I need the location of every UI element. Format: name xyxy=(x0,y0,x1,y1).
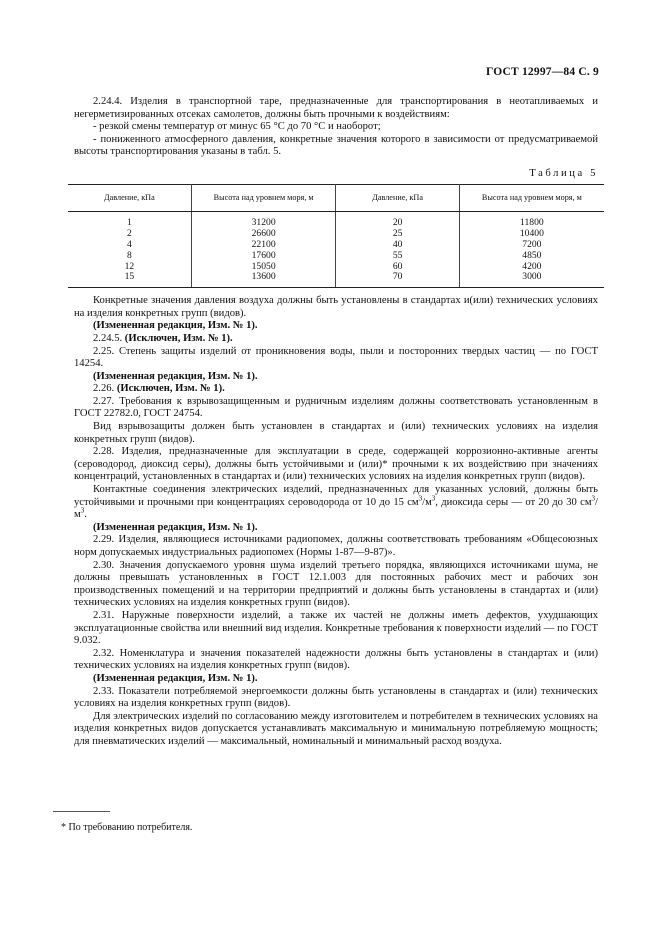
superscript: 3 xyxy=(591,494,596,503)
table-cell: 12 xyxy=(68,262,191,273)
paragraph-power-consumption: Для электрических изделий по согласованию между изготовителем и потребителем в технических условиях на изделия конкретных видов допускается устанавливать максимальную и минимальную потребляемую мощность; для пневматических изделий — максимальный, номинальный и минимальный расход воздуха. xyxy=(74,710,598,747)
paragraph-2-31: 2.31. Наружные поверхности изделий, а также их частей не должны иметь дефектов, ухудшающих эксплуатационные свойства или внешний вид изделия. Конкретные требования к поверхности изделий — по ГОСТ 9.032. xyxy=(74,609,598,647)
table-cell: 8 xyxy=(68,251,191,262)
footnote: * По требованию потребителя. xyxy=(61,822,193,833)
table-cell: 10400 xyxy=(519,228,544,240)
superscript: 3 xyxy=(80,506,85,515)
table-cell: 55 xyxy=(336,251,459,262)
paragraph-2-33: 2.33. Показатели потребляемой энергоемкости должны быть установлены в стандартах и (или) технических условиях на изделия конкретных групп (видов). xyxy=(74,685,598,710)
table-cell: 11800 xyxy=(520,217,544,229)
excluded-note: (Исключен, Изм. № 1). xyxy=(124,332,233,344)
text-run: /м xyxy=(422,496,432,508)
paragraph-explosion-protection: Вид взрывозащиты должен быть установлен в стандартах и (или) технических условиях на изделия конкретных групп (видов). xyxy=(74,421,598,445)
paragraph-2-27: 2.27. Требования к взрывозащищенным и рудничным изделиям должны соответствовать установленным в ГОСТ 22782.0, ГОСТ 24754. xyxy=(74,395,598,420)
table-5 xyxy=(68,184,604,289)
column-header-altitude-1: Высота над уровнем моря, м xyxy=(191,184,336,212)
amendment-note: (Измененная редакция, Изм. № 1). xyxy=(93,370,258,382)
table-caption: Таблица 5 xyxy=(529,167,598,179)
table-cell: 70 xyxy=(336,272,459,287)
column-header-altitude-2: Высота над уровнем моря, м xyxy=(459,184,604,212)
table-cell: 4200 xyxy=(522,260,542,272)
table-cell: 4850 xyxy=(522,249,542,261)
paragraph-2-26 xyxy=(74,383,598,396)
table-row xyxy=(68,212,604,229)
excluded-note: (Исключен, Изм. № 1). xyxy=(116,383,225,395)
table-cell: 15 xyxy=(68,272,191,287)
table-cell: 22100 xyxy=(191,240,336,251)
text-run: , диоксида серы — от 20 до 30 см xyxy=(435,496,592,508)
table-cell: 20 xyxy=(336,212,459,229)
paragraph-2-25: 2.25. Степень защиты изделий от проникновения воды, пыли и посторонних твердых частиц — по ГОСТ 14254. xyxy=(74,345,598,370)
table-row xyxy=(68,272,604,287)
table-cell: 31200 xyxy=(191,212,336,229)
paragraph-2-24-4: 2.24.4. Изделия в транспортной таре, предназначенные для транспортирования в неотапливаемых и негерметизированных отсеках самолетов, должны быть прочными к воздействиям: xyxy=(74,96,598,120)
superscript: 3 xyxy=(418,494,423,503)
table-header-row xyxy=(68,184,604,212)
amendment-note: (Измененная редакция, Изм. № 1). xyxy=(93,521,258,533)
text-run: . xyxy=(84,509,87,521)
table-cell: 7200 xyxy=(522,238,542,250)
text-run: Контактные соединения электрических изделий, предназначенных для указанных условий, должны быть устойчивыми и прочными при концентрациях сероводорода от 10 до 15 см xyxy=(74,484,598,508)
table-cell: 3000 xyxy=(459,272,604,287)
table-cell: 2 xyxy=(68,229,191,240)
table-cell: 25 xyxy=(336,229,459,240)
paragraph-2-24-5 xyxy=(74,333,598,346)
table-cell: 4 xyxy=(68,240,191,251)
amendment-note: (Измененная редакция, Изм. № 1). xyxy=(93,320,258,332)
footnote-divider xyxy=(53,811,110,812)
text-run: /м xyxy=(74,496,598,521)
paragraph-2-28: 2.28. Изделия, предназначенные для эксплуатации в среде, содержащей коррозионно-активные агенты (сероводород, диоксид серы), должны быть устойчивыми и (или)* прочными к их воздействию при значениях концентраций, установленных в стандартах и (или) технических условиях на изделия конкретных групп (видов). xyxy=(74,446,598,483)
table-cell: 1 xyxy=(68,212,191,229)
list-item-pressure: - пониженного атмосферного давления, конкретные значения которого в зависимости от предусматриваемой высоты транспортирования указаны в табл. 5. xyxy=(74,133,598,158)
table-cell: 17600 xyxy=(191,251,336,262)
list-item-temperature: - резкой смены температур от минус 65 °С до 70 °С и наоборот; xyxy=(93,121,381,133)
column-header-pressure-1: Давление, кПа xyxy=(68,184,191,212)
page-content xyxy=(74,96,598,749)
paragraph-pressure-values: Конкретные значения давления воздуха должны быть установлены в стандартах и(или) технических условиях на изделия конкретных групп (видов). xyxy=(74,295,598,319)
table-cell: 13600 xyxy=(191,272,336,287)
clause-number: 2.26. xyxy=(93,383,115,395)
clause-number: 2.24.5. xyxy=(93,332,123,344)
table-cell: 60 xyxy=(336,262,459,273)
superscript: 3 xyxy=(431,494,436,503)
amendment-note: (Измененная редакция, Изм. № 1). xyxy=(93,672,258,684)
table-cell: 40 xyxy=(336,240,459,251)
column-header-pressure-2: Давление, кПа xyxy=(336,184,459,212)
page-header: ГОСТ 12997—84 С. 9 xyxy=(486,66,599,78)
paragraph-2-32: 2.32. Номенклатура и значения показателей надежности должны быть установлены в стандартах и (или) технических условиях на изделия конкретных групп (видов). xyxy=(74,647,598,672)
paragraph-contact-connections xyxy=(74,484,598,522)
paragraph-2-30: 2.30. Значения допускаемого уровня шума изделий третьего порядка, являющихся источниками шума, не должны превышать установленных в ГОСТ 12.1.003 для постоянных рабочих мест и рабочих зон производственных помещений и на территории предприятий и должны быть установлены в стандартах и (или) технических условиях на изделия конкретных групп (видов). xyxy=(74,559,598,609)
table-cell: 15050 xyxy=(191,262,336,273)
table-cell: 26600 xyxy=(191,229,336,240)
table-row xyxy=(68,251,604,262)
paragraph-2-29: 2.29. Изделия, являющиеся источниками радиопомех, должны соответствовать требованиям «Общесоюзных норм допускаемых индустриальных радиопомех (Нормы 1-87—9-87)». xyxy=(74,534,598,559)
